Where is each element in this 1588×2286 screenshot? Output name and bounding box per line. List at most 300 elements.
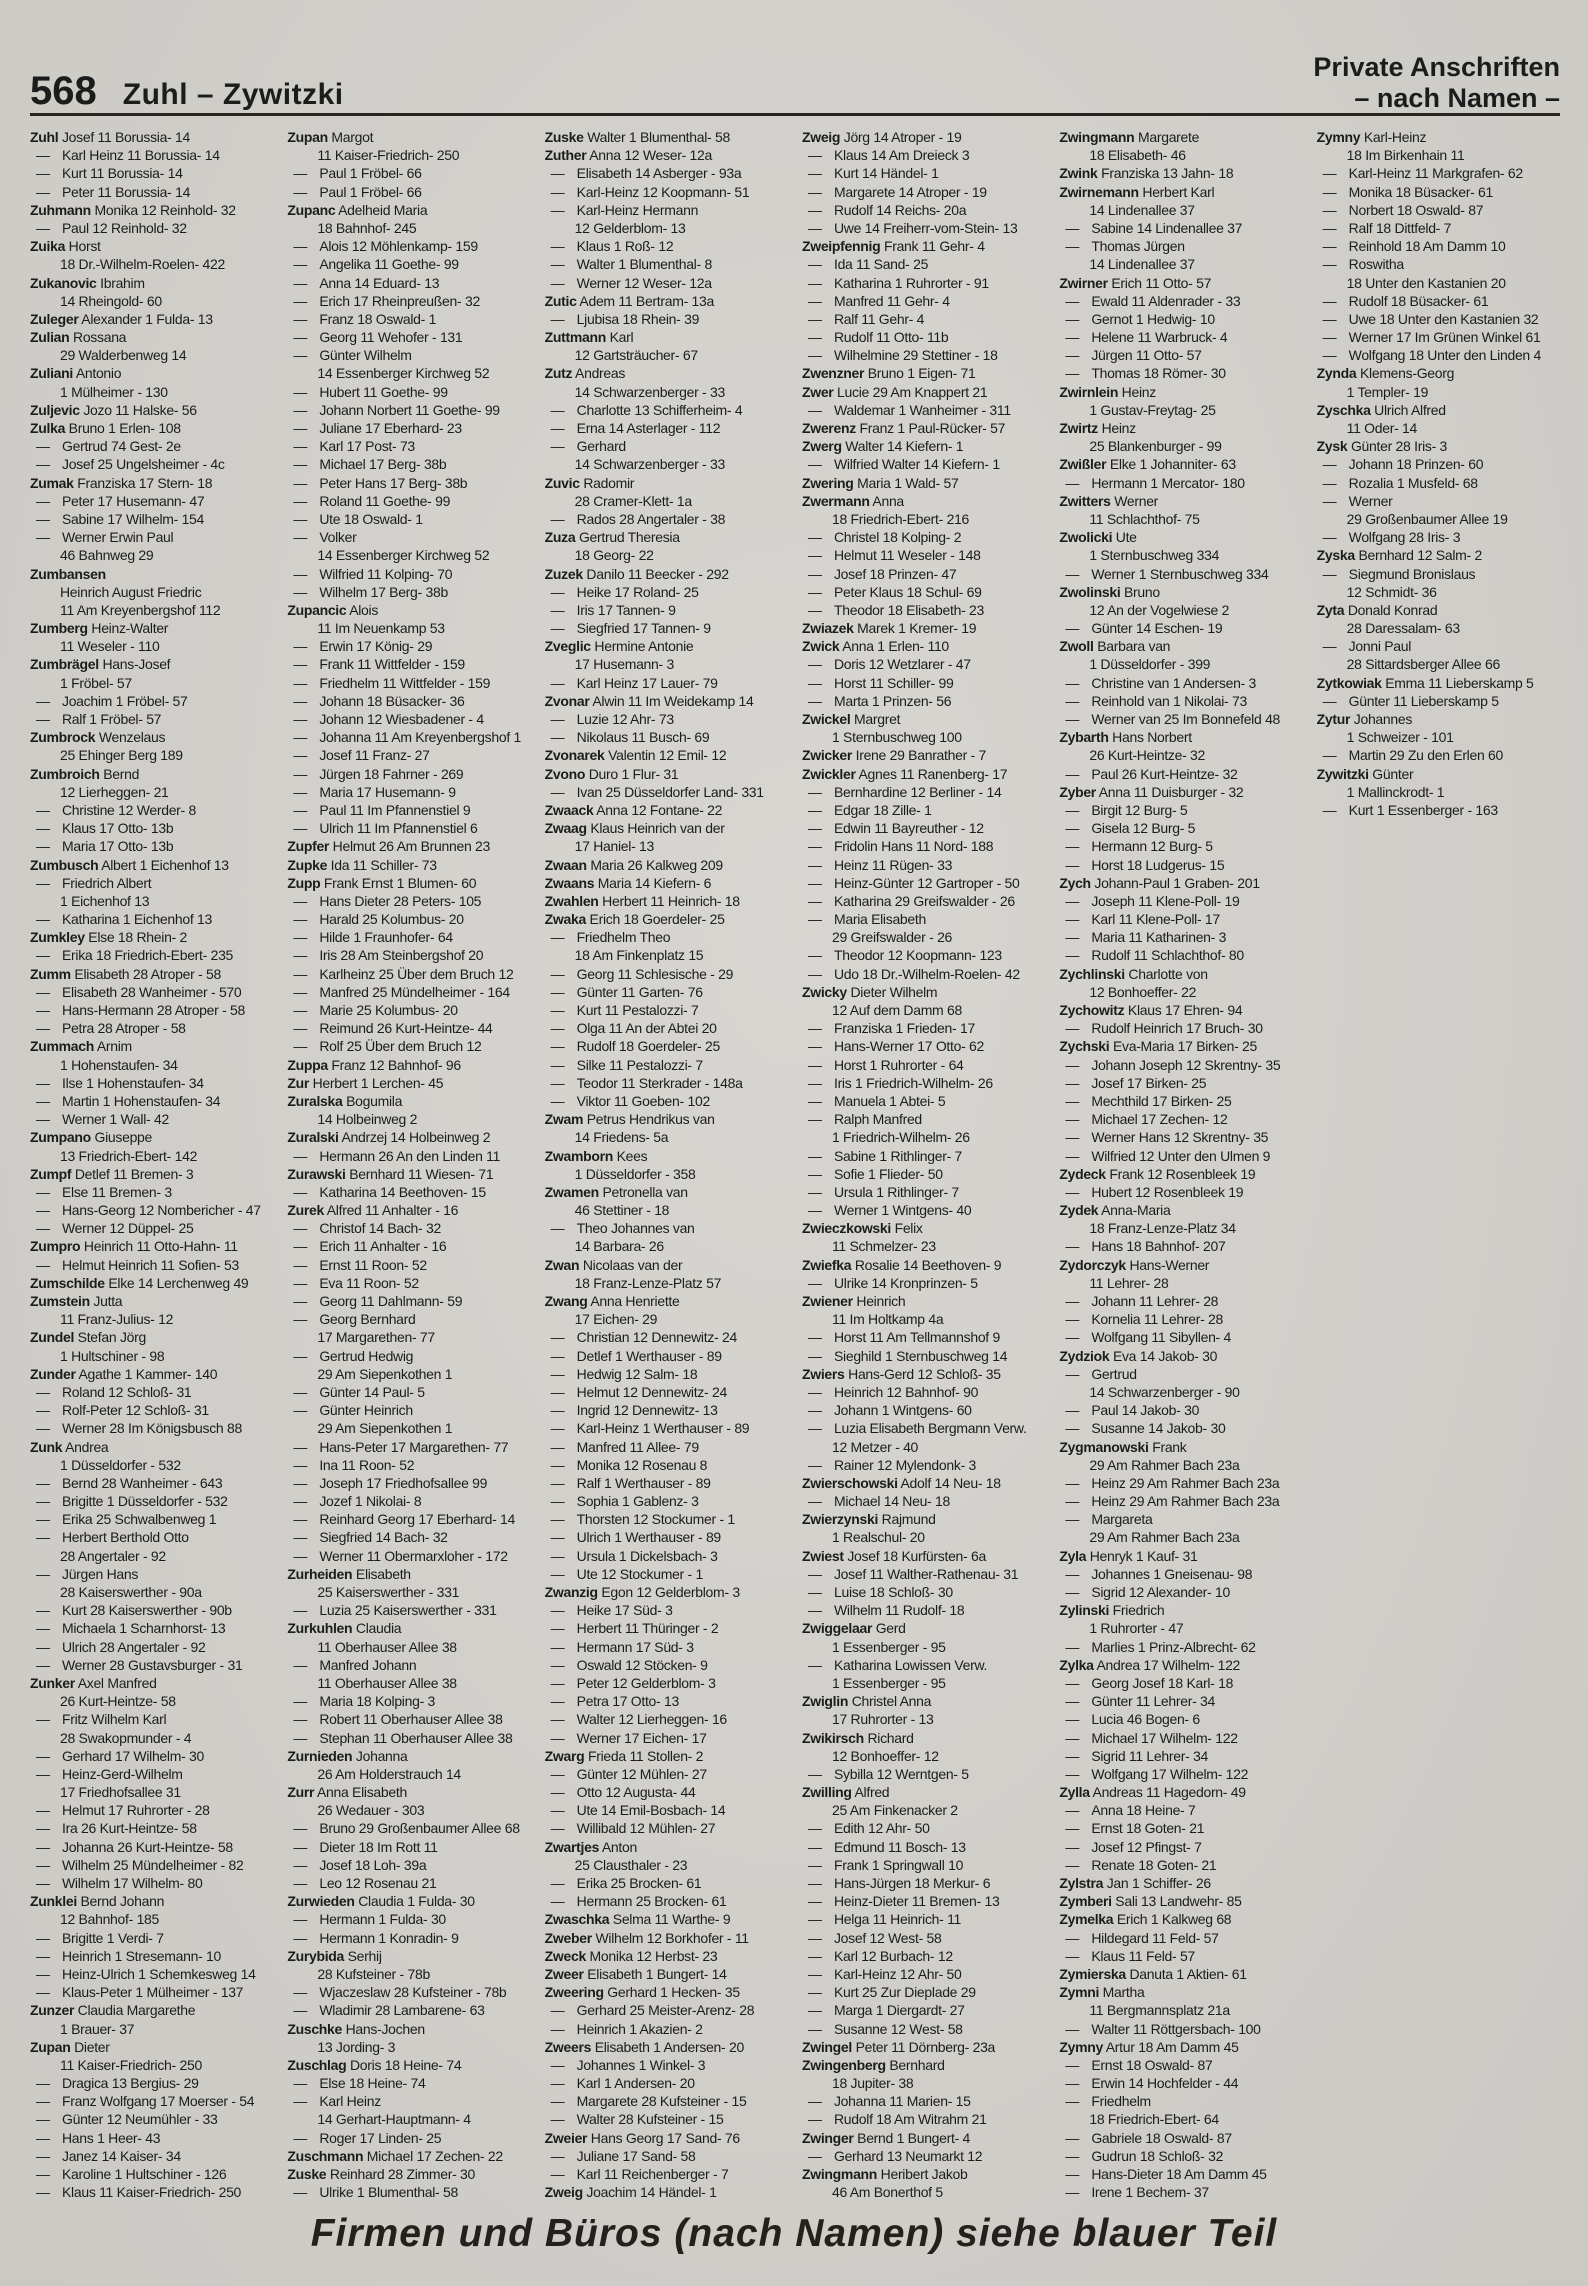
directory-line: — Johanna 11 Am Kreyenbergshof 1 xyxy=(293,729,521,746)
directory-line: Zyla Henryk 1 Kauf- 31 xyxy=(1059,1547,1198,1564)
directory-line: 29 Greifswalder - 26 xyxy=(831,929,953,946)
directory-line: 11 Schmelzer- 23 xyxy=(831,1238,936,1255)
directory-line: — Wolfgang 11 Sibyllen- 4 xyxy=(1065,1329,1231,1346)
directory-line: — Günter 11 Garten- 76 xyxy=(550,983,703,1000)
ditto-dash: — xyxy=(293,1729,308,1746)
directory-line: Zuleger Alexander 1 Fulda- 13 xyxy=(30,310,213,327)
ditto-dash: — xyxy=(550,420,565,436)
directory-line: Zwan Nicolaas van der xyxy=(544,1256,683,1273)
ditto-dash: — xyxy=(36,2111,50,2128)
ditto-dash: — xyxy=(293,238,308,255)
directory-line: Zwerenz Franz 1 Paul-Rücker- 57 xyxy=(801,420,1006,436)
directory-line: — Hans-Dieter 18 Am Damm 45 xyxy=(1065,2166,1267,2182)
ditto-dash: — xyxy=(293,1256,308,1273)
ditto-dash: — xyxy=(36,1511,50,1528)
surname: Zybarth xyxy=(1059,729,1109,746)
directory-line: — Josef 12 Pfingst- 7 xyxy=(1065,1838,1202,1855)
directory-line: Zumschilde Elke 14 Lerchenweg 49 xyxy=(30,1274,249,1291)
surname: Zumak xyxy=(30,474,74,491)
surname: Zweier xyxy=(544,2129,588,2146)
directory-column xyxy=(30,128,273,2201)
ditto-dash: — xyxy=(1065,1129,1080,1146)
ditto-dash: — xyxy=(550,2002,565,2019)
ditto-dash: — xyxy=(293,310,308,327)
ditto-dash: — xyxy=(1065,1747,1080,1764)
surname: Zuttmann xyxy=(544,329,607,346)
surname: Zulka xyxy=(30,420,66,436)
directory-line: Zymny Karl-Heinz xyxy=(1316,129,1427,145)
ditto-dash: — xyxy=(293,292,308,309)
directory-line: Zwißler Elke 1 Johanniter- 63 xyxy=(1059,456,1236,473)
ditto-dash: — xyxy=(293,529,308,546)
directory-line: Zwierzynski Rajmund xyxy=(801,1511,936,1528)
surname: Zwiglin xyxy=(801,1693,849,1710)
surname: Zuza xyxy=(544,529,576,546)
ditto-dash: — xyxy=(807,165,822,182)
ditto-dash: — xyxy=(550,1638,565,1655)
directory-line: — Luise 18 Schloß- 30 xyxy=(807,1584,953,1600)
directory-line: — Wilfried Walter 14 Kiefern- 1 xyxy=(807,456,1000,473)
ditto-dash: — xyxy=(807,1838,822,1855)
directory-line: Zulian Rossana xyxy=(30,329,127,346)
ditto-dash: — xyxy=(293,183,308,200)
directory-line: — Johann 1 Wintgens- 60 xyxy=(807,1402,972,1419)
ditto-dash: — xyxy=(550,601,565,618)
ditto-dash: — xyxy=(36,1711,50,1728)
directory-line: — Gerhard 25 Meister-Arenz- 28 xyxy=(550,2002,755,2019)
surname: Zynda xyxy=(1316,365,1357,382)
directory-line: — Wilfried 11 Kolping- 70 xyxy=(293,565,453,582)
surname: Zvonarek xyxy=(544,747,605,764)
directory-line: — Katharina 1 Eichenhof 13 xyxy=(36,911,213,928)
surname: Zvonar xyxy=(544,692,590,709)
directory-line: 11 Franz-Julius- 12 xyxy=(60,1311,174,1328)
directory-line: 1 Düsseldorfer - 399 xyxy=(1089,656,1211,673)
ditto-dash: — xyxy=(807,1893,822,1910)
ditto-dash: — xyxy=(293,820,308,837)
directory-line: 11 Oberhauser Allee 38 xyxy=(317,1638,457,1655)
ditto-dash: — xyxy=(550,620,565,637)
ditto-dash: — xyxy=(1065,1020,1080,1037)
ditto-dash: — xyxy=(293,965,308,982)
directory-line: — Johannes 1 Winkel- 3 xyxy=(550,2056,706,2073)
directory-line: — Ulrich 1 Werthauser - 89 xyxy=(550,1529,721,1546)
directory-line: 18 Jupiter- 38 xyxy=(831,2075,914,2092)
surname: Zwiefka xyxy=(801,1256,852,1273)
ditto-dash: — xyxy=(1322,747,1337,764)
directory-line: Zur Herbert 1 Lerchen- 45 xyxy=(287,1074,444,1091)
directory-line: — Iris 28 Am Steinbergshof 20 xyxy=(293,947,484,964)
directory-line: — Josef 25 Ungelsheimer - 4c xyxy=(36,456,225,473)
directory-line: — Gerhard xyxy=(550,438,626,455)
ditto-dash: — xyxy=(1065,365,1080,382)
directory-line: Zumpf Detlef 11 Bremen- 3 xyxy=(30,1165,194,1182)
ditto-dash: — xyxy=(550,1456,565,1473)
directory-line: — Josef 18 Loh- 39a xyxy=(293,1856,427,1873)
directory-line: — Georg Bernhard xyxy=(293,1311,416,1328)
surname: Zuschmann xyxy=(287,2147,364,2164)
directory-line: — Hans 18 Bahnhof- 207 xyxy=(1065,1238,1226,1255)
directory-line: Zylstra Jan 1 Schiffer- 26 xyxy=(1059,1875,1211,1891)
surname: Zwirtz xyxy=(1059,420,1098,436)
directory-line: 1 Sternbuschweg 100 xyxy=(831,729,962,746)
directory-line: Zymny Artur 18 Am Damm 45 xyxy=(1059,2038,1239,2055)
ditto-dash: — xyxy=(36,711,50,727)
directory-line: Zunk Andrea xyxy=(30,1438,109,1455)
directory-line: 11 Weseler - 110 xyxy=(60,638,160,655)
directory-line: Zuika Horst xyxy=(30,238,101,255)
ditto-dash: — xyxy=(293,2093,308,2110)
directory-line: — Juliane 17 Sand- 58 xyxy=(550,2147,696,2164)
surname: Zuika xyxy=(30,238,66,255)
ditto-dash: — xyxy=(1065,2020,1080,2037)
surname: Zundel xyxy=(30,1329,75,1346)
ditto-dash: — xyxy=(36,456,50,473)
directory-line: Zydek Anna-Maria xyxy=(1059,1202,1171,1219)
directory-line: 1 Essenberger - 95 xyxy=(831,1674,946,1691)
directory-line: — Michaela 1 Scharnhorst- 13 xyxy=(36,1620,226,1637)
page-name-range: Zuhl – Zywitzki xyxy=(122,78,344,111)
ditto-dash: — xyxy=(1065,1838,1080,1855)
directory-line: — Hermann 17 Süd- 3 xyxy=(550,1638,694,1655)
directory-line: — Monika 12 Rosenau 8 xyxy=(550,1456,708,1473)
directory-line: — Paul 12 Reinhold- 32 xyxy=(36,219,187,236)
directory-line: — Manfred 11 Allee- 79 xyxy=(550,1438,699,1455)
directory-line: 1 Mallinckrodt- 1 xyxy=(1346,783,1445,800)
directory-line: — Thomas 18 Römer- 30 xyxy=(1065,365,1226,382)
ditto-dash: — xyxy=(293,1602,308,1619)
directory-line: — Maria 18 Kolping- 3 xyxy=(293,1693,436,1710)
ditto-dash: — xyxy=(1065,2056,1080,2073)
ditto-dash: — xyxy=(550,1529,565,1546)
ditto-dash: — xyxy=(807,1383,822,1400)
ditto-dash: — xyxy=(36,2129,50,2146)
directory-line: Zwinger Bernd 1 Bungert- 4 xyxy=(801,2129,971,2146)
header-right-line1: Private Anschriften xyxy=(1313,52,1560,82)
directory-line: — Oswald 12 Stöcken- 9 xyxy=(550,1656,708,1673)
directory-line: — Willibald 12 Mühlen- 27 xyxy=(550,1820,716,1837)
surname: Zupp xyxy=(287,874,321,891)
directory-line: — Johann Norbert 11 Goethe- 99 xyxy=(293,401,500,418)
surname: Zwingel xyxy=(801,2038,852,2055)
ditto-dash: — xyxy=(1065,1584,1080,1600)
surname: Zuzek xyxy=(544,565,583,582)
ditto-dash: — xyxy=(550,1711,565,1728)
directory-line: 14 Schwarzenberger - 33 xyxy=(574,456,725,473)
directory-line: — Friedhelm 11 Wittfelder - 159 xyxy=(293,674,491,691)
surname: Zurheiden xyxy=(287,1565,353,1582)
ditto-dash: — xyxy=(293,1383,308,1400)
ditto-dash: — xyxy=(1322,238,1337,255)
directory-line: 12 Bonhoeffer- 12 xyxy=(831,1747,939,1764)
directory-line: — Johanna 11 Marien- 15 xyxy=(807,2093,971,2110)
directory-line: — Hermann 1 Fulda- 30 xyxy=(293,1911,446,1928)
surname: Zytur xyxy=(1316,711,1351,727)
directory-line: — Silke 11 Pestalozzi- 7 xyxy=(550,1056,703,1073)
directory-line: — Kurt 25 Zur Dieplade 29 xyxy=(807,1984,976,2001)
directory-line: 28 Sittardsberger Allee 66 xyxy=(1346,656,1500,673)
ditto-dash: — xyxy=(1065,1365,1080,1382)
ditto-dash: — xyxy=(36,1474,50,1491)
directory-line: — Horst 11 Schiller- 99 xyxy=(807,674,954,691)
directory-line: Zwanzig Egon 12 Gelderblom- 3 xyxy=(544,1584,740,1600)
directory-line: 12 Gelderblom- 13 xyxy=(574,219,686,236)
ditto-dash: — xyxy=(36,874,50,891)
directory-line: Zupan Margot xyxy=(287,129,374,145)
ditto-dash: — xyxy=(550,2166,565,2182)
directory-line: — Jürgen 18 Fahrner - 269 xyxy=(293,765,464,782)
header-right-line2: – nach Namen – xyxy=(1354,83,1560,113)
ditto-dash: — xyxy=(293,256,308,273)
ditto-dash: — xyxy=(1065,329,1080,346)
directory-line: — Klaus 17 Otto- 13b xyxy=(36,820,174,837)
surname: Zunk xyxy=(30,1438,63,1455)
directory-line: — Karl Heinz 11 Borussia- 14 xyxy=(36,147,220,164)
directory-line: — Sigrid 11 Lehrer- 34 xyxy=(1065,1747,1209,1764)
directory-line: — Dragica 13 Bergius- 29 xyxy=(36,2075,199,2092)
ditto-dash: — xyxy=(36,1820,50,1837)
directory-line: Zwang Anna Henriette xyxy=(544,1293,680,1309)
ditto-dash: — xyxy=(550,1674,565,1691)
ditto-dash: — xyxy=(293,2184,308,2201)
ditto-dash: — xyxy=(1065,1674,1080,1691)
directory-line: Zwamborn Kees xyxy=(544,1147,648,1164)
page-header xyxy=(30,52,1560,114)
ditto-dash: — xyxy=(1065,692,1080,709)
directory-line: — Christine van 1 Andersen- 3 xyxy=(1065,674,1256,691)
surname: Zunzer xyxy=(30,2002,75,2019)
ditto-dash: — xyxy=(807,201,822,218)
ditto-dash: — xyxy=(36,820,50,837)
directory-line: Zweber Wilhelm 12 Borkhofer - 11 xyxy=(544,1929,749,1946)
ditto-dash: — xyxy=(550,1347,565,1364)
surname: Zwam xyxy=(544,1111,584,1128)
ditto-dash: — xyxy=(36,1256,50,1273)
ditto-dash: — xyxy=(293,692,308,709)
directory-line: 28 Angertaler - 92 xyxy=(60,1547,166,1564)
ditto-dash: — xyxy=(550,1620,565,1637)
ditto-dash: — xyxy=(550,165,565,182)
directory-line: — Margareta xyxy=(1065,1511,1153,1528)
ditto-dash: — xyxy=(293,638,308,655)
directory-line: — Karl-Heinz 12 Ahr- 50 xyxy=(807,1965,962,1982)
ditto-dash: — xyxy=(1065,219,1080,236)
ditto-dash: — xyxy=(807,1092,822,1109)
directory-line: — Erich 17 Rheinpreußen- 32 xyxy=(293,292,480,309)
ditto-dash: — xyxy=(1065,1183,1080,1200)
directory-line: — Manfred 11 Gehr- 4 xyxy=(807,292,950,309)
directory-line: — Jonni Paul xyxy=(1322,638,1412,655)
directory-line: — Werner 11 Obermarxloher - 172 xyxy=(293,1547,508,1564)
directory-line: — Kornelia 11 Lehrer- 28 xyxy=(1065,1311,1223,1328)
ditto-dash: — xyxy=(550,1438,565,1455)
directory-line: Zyber Anna 11 Duisburger - 32 xyxy=(1059,783,1244,800)
directory-line: 1 Mülheimer - 130 xyxy=(60,383,168,400)
directory-line: — Ljubisa 18 Rhein- 39 xyxy=(550,310,700,327)
directory-line: — Ute 18 Oswald- 1 xyxy=(293,510,423,527)
surname: Zwirnemann xyxy=(1059,183,1139,200)
surname: Zupfer xyxy=(287,838,330,855)
surname: Zwan xyxy=(544,1256,580,1273)
directory-line: — Ute 14 Emil-Bosbach- 14 xyxy=(550,1802,726,1819)
directory-line: — Thomas Jürgen xyxy=(1065,238,1185,255)
directory-line: Zumpano Giuseppe xyxy=(30,1129,153,1146)
directory-line: — Werner xyxy=(1322,492,1393,509)
ditto-dash: — xyxy=(807,1329,822,1346)
directory-line: — Christian 12 Dennewitz- 24 xyxy=(550,1329,737,1346)
surname: Zuschke xyxy=(287,2020,343,2037)
ditto-dash: — xyxy=(550,783,565,800)
surname: Zylinski xyxy=(1059,1602,1110,1619)
directory-line: 12 Gartsträucher- 67 xyxy=(574,347,698,364)
surname: Zwanzig xyxy=(544,1584,598,1600)
directory-line: Zytkowiak Emma 11 Lieberskamp 5 xyxy=(1316,674,1534,691)
surname: Zumpf xyxy=(30,1165,72,1182)
directory-line: Zych Johann-Paul 1 Graben- 201 xyxy=(1059,874,1260,891)
ditto-dash: — xyxy=(36,1838,50,1855)
directory-line: — Ida 11 Sand- 25 xyxy=(807,256,929,273)
directory-line: — Helmut 11 Weseler - 148 xyxy=(807,547,981,564)
directory-line: — Gertrud Hedwig xyxy=(293,1347,414,1364)
surname: Zwinger xyxy=(801,2129,854,2146)
directory-line: — Josef 11 Walther-Rathenau- 31 xyxy=(807,1565,1019,1582)
directory-line: Zymni Martha xyxy=(1059,1984,1145,2001)
directory-line: — Joachim 1 Fröbel- 57 xyxy=(36,692,188,709)
ditto-dash: — xyxy=(293,892,308,909)
directory-line: — Luzia Elisabeth Bergmann Verw. xyxy=(807,1420,1027,1437)
surname: Zuppa xyxy=(287,1056,328,1073)
surname: Zunklei xyxy=(30,1893,77,1910)
directory-line: — Wjaczeslaw 28 Kufsteiner - 78b xyxy=(293,1984,507,2001)
surname: Zwierzynski xyxy=(801,1511,879,1528)
ditto-dash: — xyxy=(550,2147,565,2164)
directory-line: — Fridolin Hans 11 Nord- 188 xyxy=(807,838,994,855)
directory-line: Zuschke Hans-Jochen xyxy=(287,2020,425,2037)
surname: Zwingmann xyxy=(801,2166,878,2182)
ditto-dash: — xyxy=(293,2075,308,2092)
ditto-dash: — xyxy=(550,1002,565,1018)
directory-line: Zygmanowski Frank xyxy=(1059,1438,1187,1455)
directory-line: — Peter 17 Husemann- 47 xyxy=(36,492,205,509)
directory-line: 1 Düsseldorfer - 358 xyxy=(574,1165,696,1182)
ditto-dash: — xyxy=(1065,1711,1080,1728)
directory-line: — Rudolf 18 Goerdeler- 25 xyxy=(550,1038,720,1055)
directory-line: — Christel 18 Kolping- 2 xyxy=(807,529,962,546)
surname: Zulian xyxy=(30,329,70,346)
directory-line: 11 Am Kreyenbergshof 112 xyxy=(60,601,221,618)
ditto-dash: — xyxy=(807,583,822,600)
directory-line: Zydeck Frank 12 Rosenbleek 19 xyxy=(1059,1165,1256,1182)
ditto-dash: — xyxy=(1322,347,1337,364)
ditto-dash: — xyxy=(1065,1147,1080,1164)
ditto-dash: — xyxy=(1065,474,1080,491)
directory-line: Zwaag Klaus Heinrich van der xyxy=(544,820,725,837)
directory-line: — Horst 11 Am Tellmannshof 9 xyxy=(807,1329,1000,1346)
directory-line: — Johanna 26 Kurt-Heintze- 58 xyxy=(36,1838,233,1855)
ditto-dash: — xyxy=(807,547,822,564)
ditto-dash: — xyxy=(293,1183,308,1200)
surname: Zutic xyxy=(544,292,577,309)
directory-line: — Hermann 25 Brocken- 61 xyxy=(550,1893,727,1910)
directory-line: — Hans-Peter 17 Margarethen- 77 xyxy=(293,1438,509,1455)
surname: Zummach xyxy=(30,1038,95,1055)
directory-line: Zylinski Friedrich xyxy=(1059,1602,1165,1619)
directory-line: — Waldemar 1 Wanheimer - 311 xyxy=(807,401,1011,418)
directory-line: 12 Metzer - 40 xyxy=(831,1438,919,1455)
ditto-dash: — xyxy=(1322,456,1337,473)
directory-line: Zwaka Erich 18 Goerdeler- 25 xyxy=(544,911,725,928)
directory-line: Zumbrock Wenzelaus xyxy=(30,729,166,746)
ditto-dash: — xyxy=(36,1092,50,1109)
directory-line: 46 Stettiner - 18 xyxy=(574,1202,670,1219)
ditto-dash: — xyxy=(1322,801,1337,818)
directory-line: — Marie 25 Kolumbus- 20 xyxy=(293,1002,458,1018)
surname: Zych xyxy=(1059,874,1091,891)
directory-line: — Viktor 11 Goeben- 102 xyxy=(550,1092,710,1109)
directory-line: 17 Ruhrorter - 13 xyxy=(831,1711,934,1728)
directory-line: 1 Templer- 19 xyxy=(1346,383,1429,400)
ditto-dash: — xyxy=(1065,1238,1080,1255)
surname: Zylka xyxy=(1059,1656,1094,1673)
ditto-dash: — xyxy=(550,310,565,327)
directory-column xyxy=(1059,128,1302,2201)
directory-line: Zywitzki Günter xyxy=(1316,765,1414,782)
ditto-dash: — xyxy=(807,820,822,837)
directory-line: 13 Jording- 3 xyxy=(317,2038,396,2055)
directory-line: — Johann 11 Lehrer- 28 xyxy=(1065,1293,1219,1309)
directory-line: 14 Friedens- 5a xyxy=(574,1129,669,1146)
directory-line: 28 Cramer-Klett- 1a xyxy=(574,492,692,509)
surname: Zuvic xyxy=(544,474,580,491)
directory-line: — Thorsten 12 Stockumer - 1 xyxy=(550,1511,735,1528)
directory-line: Zymberi Sali 13 Landwehr- 85 xyxy=(1059,1893,1242,1910)
directory-line: — Heinz 11 Rügen- 33 xyxy=(807,856,953,873)
surname: Zwolicki xyxy=(1059,529,1113,546)
ditto-dash: — xyxy=(807,292,822,309)
directory-line: — Günter 12 Mühlen- 27 xyxy=(550,1765,707,1782)
directory-line: — Robert 11 Oberhauser Allee 38 xyxy=(293,1711,503,1728)
directory-line: — Hilde 1 Fraunhofer- 64 xyxy=(293,929,453,946)
surname: Zupan xyxy=(287,129,328,145)
directory-line: — Helmut 12 Dennewitz- 24 xyxy=(550,1383,727,1400)
directory-line: Zuschlag Doris 18 Heine- 74 xyxy=(287,2056,462,2073)
directory-line: — Heinrich 1 Akazien- 2 xyxy=(550,2020,703,2037)
ditto-dash: — xyxy=(293,401,308,418)
directory-line: Zuralska Bogumila xyxy=(287,1092,403,1109)
surname: Zumbroich xyxy=(30,765,100,782)
surname: Zwiers xyxy=(801,1365,845,1382)
directory-line: — Hans Dieter 28 Peters- 105 xyxy=(293,892,482,909)
directory-line: Zupfer Helmut 26 Am Brunnen 23 xyxy=(287,838,490,855)
directory-line: — Joseph 17 Friedhofsallee 99 xyxy=(293,1474,488,1491)
surname: Zwering xyxy=(801,474,854,491)
directory-line: — Renate 18 Goten- 21 xyxy=(1065,1856,1217,1873)
ditto-dash: — xyxy=(36,147,50,164)
directory-line: — Horst 1 Ruhrorter - 64 xyxy=(807,1056,964,1073)
surname: Zuther xyxy=(544,147,587,164)
directory-line: Zwerg Walter 14 Kiefern- 1 xyxy=(801,438,964,455)
directory-line: — Ralph Manfred xyxy=(807,1111,922,1128)
ditto-dash: — xyxy=(807,801,822,818)
directory-line: Zwamen Petronella van xyxy=(544,1183,688,1200)
ditto-dash: — xyxy=(550,256,565,273)
ditto-dash: — xyxy=(36,1856,50,1873)
directory-line: Zwickler Agnes 11 Ranenberg- 17 xyxy=(801,765,1008,782)
directory-line: 28 Kufsteiner - 78b xyxy=(317,1965,430,1982)
directory-line: Zurkuhlen Claudia xyxy=(287,1620,402,1637)
directory-line: Zwenzner Bruno 1 Eigen- 71 xyxy=(801,365,976,382)
directory-line: Zwaan Maria 26 Kalkweg 209 xyxy=(544,856,723,873)
